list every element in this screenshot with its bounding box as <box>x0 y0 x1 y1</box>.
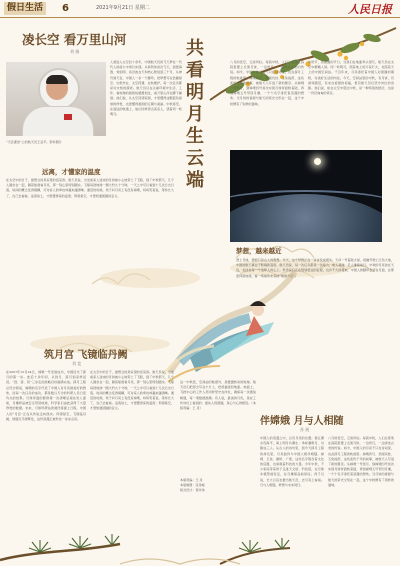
article-byline-top-left: 刘 扬 <box>70 49 80 54</box>
subsection-title-left: 远离，才懂家的温度 <box>42 168 101 176</box>
article-text-bottom-right-b: 八月的夜空，云淡风轻。每到中秋，人们总喜欢在庭院里摆上瓜果月饼，一边赏月，一边讲述古老的传说。如今，中国人的月亮不只在诗词里，也在探月工程的轨迹里。嫦娥奔月、吴刚伐桂、玉兔捣药，这些流传千年的故事，被航天人写进了新的篇章。从嫦娥一号绕月，到嫦娥四号首次实现月球背面软着陆，再到嫦娥五号带回月壤，一个个名字寄托着浪漫的想象。当月饼的香甜与航天的荣光交织在一起，这个中秋便有了别样的滋味。 <box>328 436 394 487</box>
article-title-top-left: 凌长空 看万里山河 <box>22 32 127 47</box>
photo-caption: “天宫课堂”上的航天员王亚平。资料图片 <box>6 140 62 144</box>
newspaper-masthead: 人民日报 <box>348 3 392 16</box>
article-text-bottom-left-b: 在太空中的日子，最想念的是家里的饭菜香。航天员说，出发前家人送来的月饼被小心地带上了飞船，到了中秋那天，几个人围坐在一起，隔着舷窗看月亮，那一刻心里特别踏实。飞船每绕地球一圈大约九十分钟，一天之中可以看到十几次日出日落，时间的概念变得模糊，可对家人的牵挂却越来越清晰。通话的时候，孩子问月亮上有没有嫦娥，妈妈笑着说，等你长大了，自己去看看。远离故土，才更懂得家的温度；仰望星空，才更知道团圆的意义。 <box>90 370 174 411</box>
article-text-top-left: 人类进入太空四十余年，中国航天员的飞天梦在一代代人的接力中得以实现。从杨利伟首次飞天，到聂海胜、刘伯明、汤洪波在天和核心舱驻留三个月，从神舟到天宫，中国人一步一个脚印，把梦想写在浩瀚星空。出舱作业、太空授课、在轨维护，每一次任务都是对未知的探索。航天员们在失重环境中生活、工作，看地球的晨昏线缓缓划过，看万里山河在脚下铺展。他们说，从太空回望家园，才更懂得这颗蓝色星球的珍贵，也更懂得祖国的辽阔与美丽。中秋将至，在遥远的轨道上，他们同样思念着亲人，望着同一轮明月。 <box>110 60 182 117</box>
article-text-right-upper-b: 中秋节，是团圆的节日。当我们在地面举头望月，航天员在太空中俯瞰人间。同一轮明月，照着地上的万家灯火，也照着天上的中国空间站。千百年来，月亮寄托着中国人对团圆的期盼，对美好生活的向往。今天，空间站里的中秋，有月饼，有视频通话，有来自祖国的祝福，更有航天员们坚守岗位的身影。他们说，能在太空中度过中秋，是一种特别的经历，也是一份沉甸甸的责任。 <box>308 60 394 96</box>
issue-date: 2021年9月21日 星期二 <box>96 5 150 11</box>
article-text-right-upper-a: 八月的夜空，云淡风轻。每到中秋，人们总喜欢在庭院里摆上瓜果月饼，一边赏月，一边讲述古老的传说。如今，中国人的月亮不只在诗词里，也在探月工程的轨迹里。嫦娥奔月、吴刚伐桂、玉兔捣药，这些流传千年的故事，被航天人写进了新的篇章。从嫦娥一号绕月，到嫦娥四号首次实现月球背面软着陆，再到嫦娥五号带回月壤，一个个名字寄托着浪漫的想象。当月饼的香甜与航天的荣光交织在一起，这个中秋便有了别样的滋味。 <box>230 60 304 106</box>
article-title-bottom-right: 伴嫦娥 月与人相随 <box>260 416 344 427</box>
section-title: 假日生活 <box>4 2 46 15</box>
astronaut-photo <box>6 62 106 136</box>
editor-credits: 本版责编：王 丹 本版制图：张丹峰 版式设计：蔡华伟 <box>180 478 205 493</box>
page-header <box>0 0 400 18</box>
main-headline: 共看明月生云端 <box>186 38 204 191</box>
article-text-bottom-left-a: 在2007年10月24日，嫦娥一号发射成功，中国迈出了探月的第一步。此后十余年间，从绕月、落月到采样返回，“绕、落、回”三步走的战略目标圆满完成。探月工程总设计师说，嫦娥的名字代表了中国人对月亮最美好的想象，而每一次任务的成功，都是数以万计的科研人员日夜攻关的结果。月球背面的影像第一次清晰呈现在世人面前，月壤样品被安全带回地球，科学家们由此获得了大量珍贵的数据。未来，月球科研站的建设将提上日程，中国人的“月宫”正在从传说走向现实。仰望星空，飞镜临丹阙，绿烟灭尽清辉发，这份浪漫正被科技一步步点亮。 <box>6 370 86 421</box>
earth-from-space-photo <box>230 150 382 242</box>
page-number: 6 <box>62 3 69 14</box>
article-byline-bottom-left: 刘 竞 <box>72 361 82 366</box>
article-title-bottom-left: 筑月宫 飞镜临丹阙 <box>44 350 128 361</box>
article-text-right-middle: 登上月球，曾经只是古人的遐想。今天，这个梦想正在一步步变成现实。天问一号着陆火星，祝融号驶上红色大地，中国的航天事业不断刷新高度。航天员说，每一次任务都是一次接力，前人栽树，后人继续前行。中秋的月亮挂在天边，也挂在每一个追梦人的心上。科学家们正在规划更远的征程，也许不久的将来，中国人的脚印会留在月面，在那里仰望地球，看一场前所未有的“地球升起”。 <box>236 258 394 278</box>
article-text-bottom-middle: 这一中秋夜，空间站的舷窗外，是缓缓转动的地球。航天员们把思念写在卡片上，把祝福送回地面。地面上，飞控中心的工作人员同样坚守在岗位，确保每一次通信畅通，每一项数据准确。有人说，最美的月色，是在工作岗位上看到的；最动人的团圆，是心与心的相连。（本版责编：王 丹） <box>180 380 256 411</box>
article-text-left-column: 在太空中的日子，最想念的是家里的饭菜香。航天员说，出发前家人送来的月饼被小心地带上了飞船，到了中秋那天，几个人围坐在一起，隔着舷窗看月亮，那一刻心里特别踏实。飞船每绕地球一圈大约九十分钟，一天之中可以看到十几次日出日落，时间的概念变得模糊，可对家人的牵挂却越来越清晰。通话的时候，孩子问月亮上有没有嫦娥，妈妈笑着说，等你长大了，自己去看看。远离故土，才更懂得家的温度；仰望星空，才更知道团圆的意义。 <box>6 178 174 198</box>
subsection-title-right: 梦想，越来越近 <box>236 247 282 255</box>
pine-branch-ornament <box>0 500 400 566</box>
article-text-bottom-right-a: 中国人的浪漫之中，总有月亮的位置。春江潮水连海平，海上明月共潮生；举杯邀明月，对影成三人。从古人的诗句里，到今天探月工程的命名里，月亮始终与中国人相伴相随。嫦娥、玉兔、鹊桥、广寒，这些名字饱含着文化的底蕴，也承载着科技的力量。今年中秋，不少家庭带着孩子走进天文馆、科技馆，在月球车模型前驻足，在月壤展品前惊叹。孩子们说，长大以后也要当航天员，去月亮上看看。月与人相随，梦想与未来同行。 <box>260 436 324 487</box>
article-byline-bottom-right: 苏 展 <box>300 427 310 432</box>
